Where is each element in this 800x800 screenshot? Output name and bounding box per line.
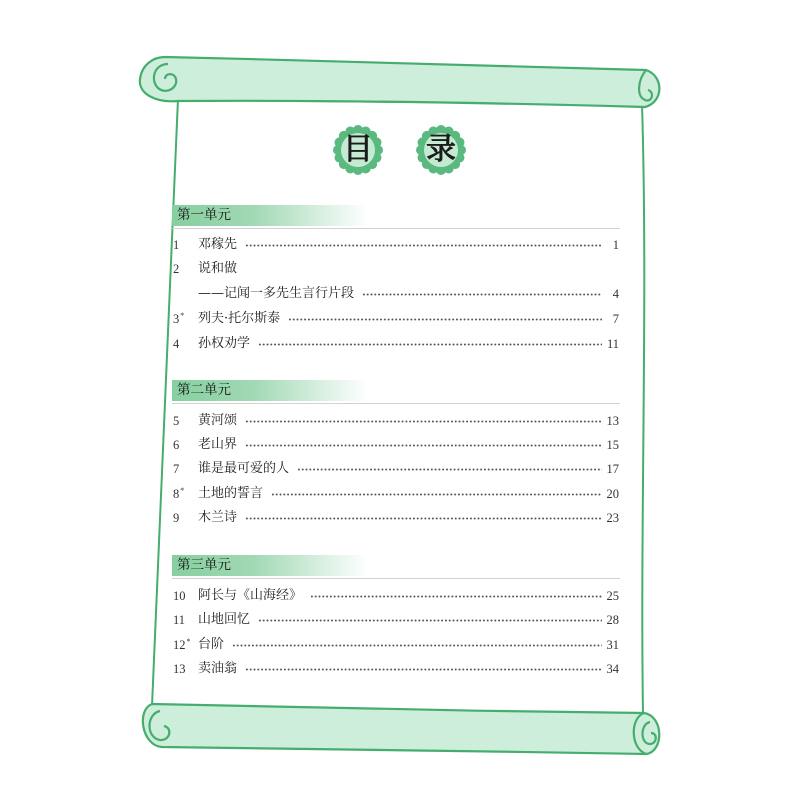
self-study-mark: * [180,485,185,495]
entry-title: 谁是最可爱的人 [198,461,290,476]
toc-entry [173,659,619,679]
entry-title: 老山界 [198,437,238,452]
dot-leader [245,444,601,447]
dot-leader [232,644,601,647]
entry-title: 台阶 [198,637,225,652]
entry-title: 列夫·托尔斯泰 [198,311,281,326]
entry-number-text: 3 [173,312,180,326]
entry-page-number: 13 [606,414,619,428]
entry-number [173,235,198,255]
entry-title: 山地回忆 [198,612,251,627]
dot-leader [258,343,602,346]
dot-leader [245,420,601,423]
entry-number-text: 11 [173,613,186,627]
entry-number [173,459,198,479]
dot-leader [245,244,602,247]
entry-number [173,635,198,655]
entry-title: 阿长与《山海经》 [198,588,303,603]
entry-number-text: 6 [173,438,180,452]
toc-entry [173,484,619,504]
entry-number [173,610,198,630]
dot-leader [362,293,602,296]
toc-entry [173,411,619,431]
toc-entry [173,235,619,255]
unit-divider [172,578,620,579]
unit-header [172,205,368,226]
dot-leader [271,493,601,496]
dot-leader [245,668,601,671]
toc-entry [173,259,619,279]
entry-subtitle: ——记闻一多先生言行片段 [198,286,355,301]
entry-number [173,411,198,431]
unit-header-label: 第一单元 [177,207,231,223]
dot-leader [258,619,601,622]
toc-entry [173,610,619,630]
entry-number-text: 5 [173,414,180,428]
entry-number-text: 10 [173,589,186,603]
entry-title: 黄河颂 [198,413,238,428]
entry-number-text: 7 [173,462,180,476]
entry-page-number: 23 [606,511,619,525]
dot-leader [288,318,602,321]
entry-number [173,435,198,455]
entry-page-number: 1 [612,238,619,252]
entry-page-number: 20 [606,487,619,501]
entry-page-number: 28 [606,613,619,627]
toc-entry [173,309,619,329]
unit-header [172,380,368,401]
entry-page-number: 11 [606,337,619,351]
entry-page-number: 34 [606,662,619,676]
entry-title: 说和做 [198,261,238,276]
entry-title: 孙权劝学 [198,336,251,351]
toc-entry [173,334,619,354]
entry-title: 木兰诗 [198,510,238,525]
entry-title: 土地的誓言 [198,486,264,501]
unit-header-label: 第三单元 [177,557,231,573]
entry-page-number: 31 [606,638,619,652]
toc-entry [173,508,619,528]
entry-number [173,508,198,528]
entry-page-number: 17 [606,462,619,476]
unit-header-label: 第二单元 [177,382,231,398]
entry-number [173,586,198,606]
entry-page-number: 15 [606,438,619,452]
entry-number-text: 1 [173,238,180,252]
unit-divider [172,403,620,404]
entry-number-text: 4 [173,337,180,351]
entry-number [173,309,198,329]
page-title-char-1: 目 [343,132,373,167]
toc-entry [173,459,619,479]
entry-number-text: 2 [173,262,180,276]
entry-number-text: 13 [173,662,186,676]
page-title-char-2: 录 [426,132,456,167]
toc-entry [173,586,619,606]
entry-title: 邓稼先 [198,237,238,252]
toc-entry [173,635,619,655]
scroll-bottom-roll [143,704,659,754]
dot-leader [297,468,601,471]
entry-number [173,334,198,354]
entry-number [173,659,198,679]
dot-leader [245,517,601,520]
entry-number-text: 8 [173,487,180,501]
unit-header [172,555,368,576]
entry-page-number: 4 [612,287,619,301]
entry-number-text: 9 [173,511,180,525]
toc-entry [173,435,619,455]
toc-entry-subtitle [173,284,619,304]
entry-number [173,484,198,504]
entry-page-number: 25 [606,589,619,603]
unit-divider [172,228,620,229]
entry-number [173,259,198,279]
entry-number-text: 12 [173,638,186,652]
scroll-top-roll [140,57,660,107]
self-study-mark: * [186,636,191,646]
entry-page-number: 7 [612,312,619,326]
entry-title: 卖油翁 [198,661,238,676]
self-study-mark: * [180,310,185,320]
dot-leader [310,595,601,598]
